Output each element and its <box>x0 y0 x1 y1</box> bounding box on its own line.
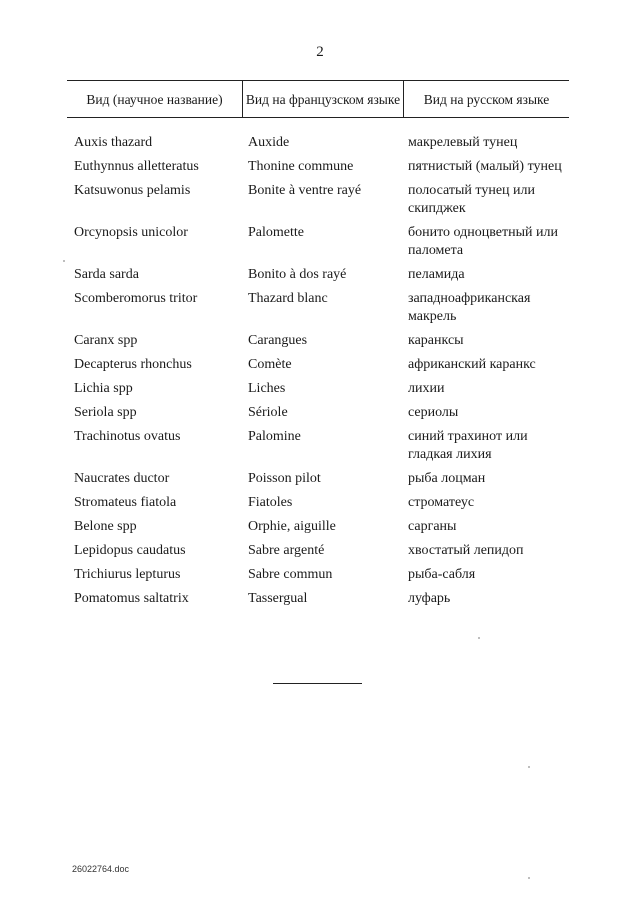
french-name-cell: Comète <box>248 357 292 372</box>
scan-speck <box>478 637 480 639</box>
russian-name-cell: сериолы <box>408 405 459 420</box>
french-name-cell: Orphie, aiguille <box>248 519 336 534</box>
scientific-name-cell: Katsuwonus pelamis <box>74 183 191 198</box>
scientific-name-cell: Auxis thazard <box>74 135 153 150</box>
table-row <box>74 332 574 350</box>
table-row <box>74 542 574 560</box>
french-name-cell: Auxide <box>248 135 290 150</box>
french-name-cell: Sériole <box>248 405 288 420</box>
scan-speck <box>528 766 530 768</box>
table-row <box>74 404 574 422</box>
russian-name-cell: хвостатый лепидоп <box>408 543 524 558</box>
end-divider <box>273 683 362 684</box>
scientific-name-cell: Belone spp <box>74 519 137 534</box>
table-header <box>67 80 569 118</box>
russian-name-cell: пятнистый (малый) тунец <box>408 159 562 174</box>
table-row <box>74 566 574 584</box>
french-name-cell: Tassergual <box>248 591 308 606</box>
scientific-name-cell: Orcynopsis unicolor <box>74 225 188 240</box>
russian-name-cell: макрелевый тунец <box>408 135 518 150</box>
french-name-cell: Palomine <box>248 429 301 444</box>
scientific-name-cell: Seriola spp <box>74 405 137 420</box>
table-row <box>74 356 574 374</box>
french-name-cell: Liches <box>248 381 286 396</box>
table-row <box>74 590 574 608</box>
scientific-name-cell: Trichiurus lepturus <box>74 567 181 582</box>
table-row <box>74 224 574 260</box>
scientific-name-cell: Naucrates ductor <box>74 471 170 486</box>
table-row <box>74 380 574 398</box>
russian-name-cell: рыба лоцман <box>408 471 486 486</box>
scientific-name-cell: Scomberomorus tritor <box>74 291 198 306</box>
russian-name-cell: рыба-сабля <box>408 567 476 582</box>
scientific-name-cell: Decapterus rhonchus <box>74 357 192 372</box>
page-number: 2 <box>316 44 324 60</box>
header-french-name: Вид на французском языке <box>242 81 404 117</box>
scientific-name-cell: Sarda sarda <box>74 267 139 282</box>
header-scientific-name: Вид (научное название) <box>86 91 223 107</box>
scan-speck <box>63 260 65 262</box>
french-name-cell: Poisson pilot <box>248 471 321 486</box>
russian-name-cell: пеламида <box>408 267 465 282</box>
french-name-cell: Thonine commune <box>248 159 354 174</box>
russian-name-cell: сарганы <box>408 519 457 534</box>
french-name-cell: Sabre argenté <box>248 543 325 558</box>
french-name-cell: Bonite à ventre rayé <box>248 183 362 198</box>
table-row <box>74 290 574 326</box>
scan-speck <box>528 877 530 879</box>
table-row <box>74 158 574 176</box>
scientific-name-cell: Trachinotus ovatus <box>74 429 181 444</box>
scientific-name-cell: Lichia spp <box>74 381 133 396</box>
french-name-cell: Palomette <box>248 225 304 240</box>
table-row <box>74 428 574 464</box>
russian-name-cell: западноафриканская макрель <box>408 291 531 324</box>
scientific-name-cell: Stromateus fiatola <box>74 495 177 510</box>
scientific-name-cell: Caranx spp <box>74 333 138 348</box>
russian-name-cell: луфарь <box>408 591 451 606</box>
table-row <box>74 266 574 284</box>
table-row <box>74 494 574 512</box>
scientific-name-cell: Lepidopus caudatus <box>74 543 186 558</box>
table-row <box>74 470 574 488</box>
russian-name-cell: африканский каранкс <box>408 357 536 372</box>
table-row <box>74 182 574 218</box>
french-name-cell: Fiatoles <box>248 495 293 510</box>
file-reference: 26022764.doc <box>72 864 130 874</box>
scientific-name-cell: Euthynnus alletteratus <box>74 159 199 174</box>
russian-name-cell: каранксы <box>408 333 464 348</box>
russian-name-cell: лихии <box>408 381 445 396</box>
russian-name-cell: строматеус <box>408 495 475 510</box>
scientific-name-cell: Pomatomus saltatrix <box>74 591 189 606</box>
russian-name-cell: полосатый тунец или скипджек <box>408 183 535 216</box>
french-name-cell: Sabre commun <box>248 567 333 582</box>
french-name-cell: Carangues <box>248 333 308 348</box>
french-name-cell: Thazard blanc <box>248 291 328 306</box>
table-row <box>74 134 574 152</box>
russian-name-cell: синий трахинот или гладкая лихия <box>408 429 528 462</box>
header-russian-name: Вид на русском языке <box>423 91 550 107</box>
species-table-body <box>74 134 574 608</box>
russian-name-cell: бонито одноцветный или паломета <box>408 225 558 258</box>
table-row <box>74 518 574 536</box>
french-name-cell: Bonito à dos rayé <box>248 267 347 282</box>
